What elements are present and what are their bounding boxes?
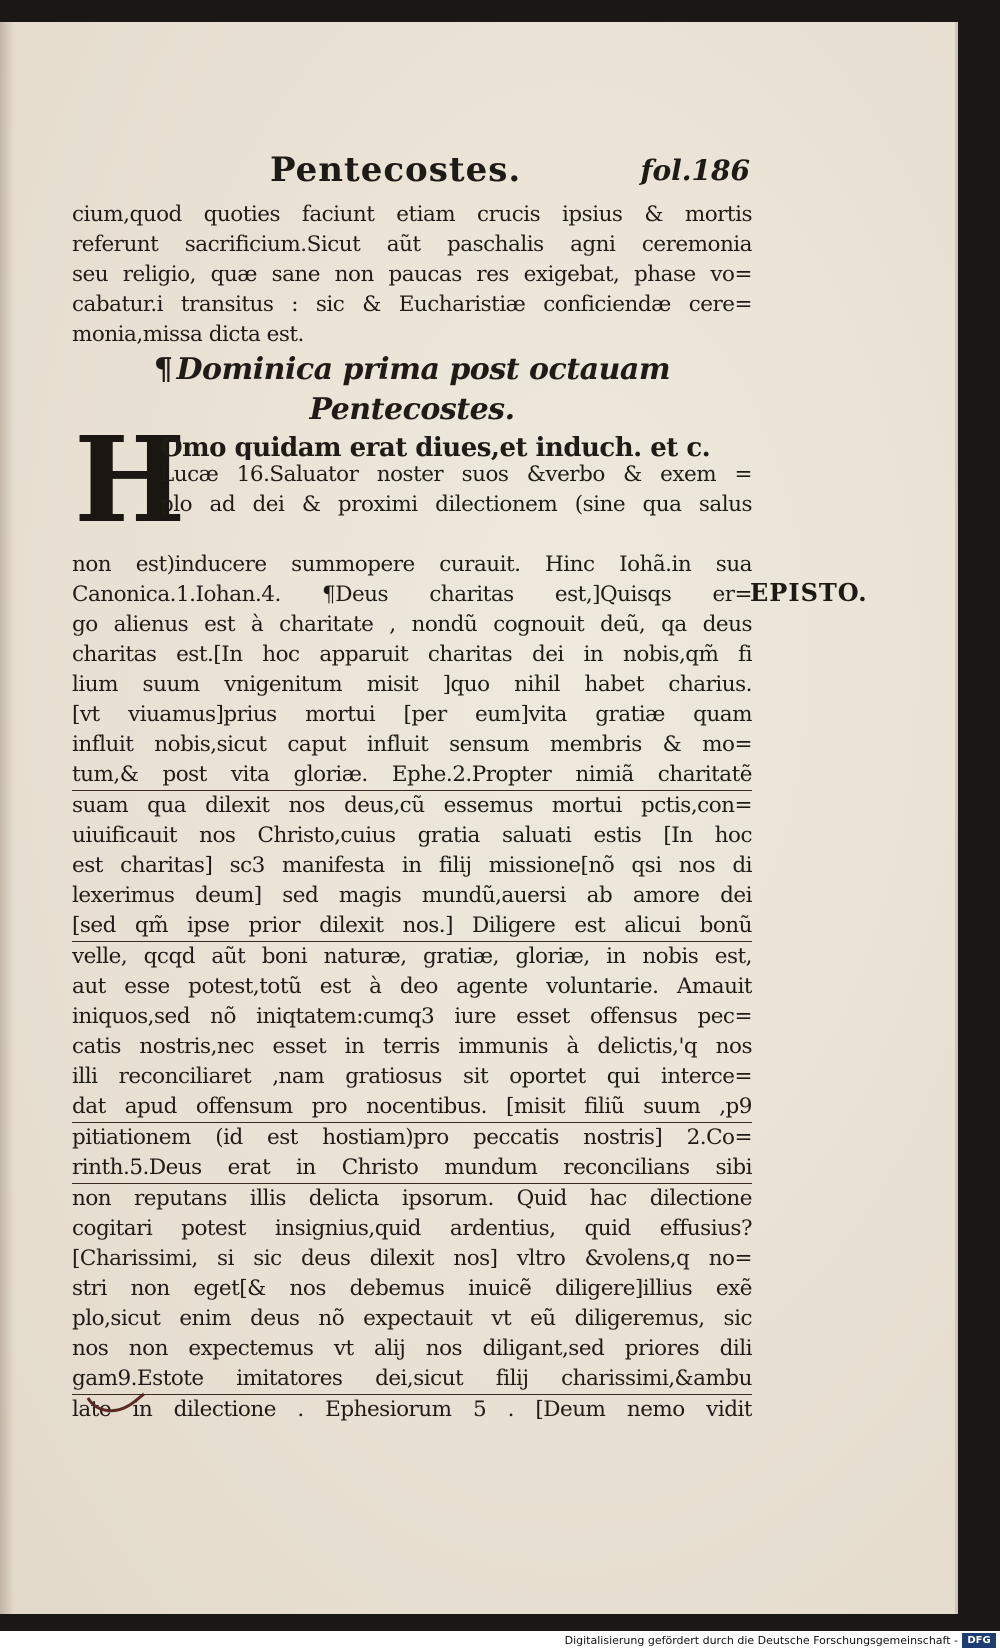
text-line: illi reconciliaret ,nam gratiosus sit oportet qui interce=	[72, 1064, 752, 1089]
text-line: seu religio, quæ sane non paucas res exigebat, phase vo=	[72, 262, 752, 287]
running-head	[270, 150, 750, 190]
text-line: non est)inducere summopere curauit. Hinc Iohã.in sua	[72, 552, 752, 577]
text-line: velle, qcqd aũt boni naturæ, gratiæ, gloriæ, in nobis est,	[72, 944, 752, 969]
running-head-title: Pentecostes.	[270, 150, 522, 190]
section-heading-line1	[72, 350, 752, 390]
text-line: nos non expectemus vt alij nos diligant,sed priores dili	[72, 1336, 752, 1361]
underlined-line: gam9.Estote imitatores dei,sicut filij charissimi,&ambu	[72, 1364, 752, 1395]
footer-credit-bar	[0, 1631, 1000, 1651]
dfg-logo: DFG	[962, 1633, 996, 1648]
spine-shadow	[0, 22, 14, 1614]
margin-note-episto: EPISTO.	[750, 578, 868, 607]
text-line: non reputans illis delicta ipsorum. Quid hac dilectione	[72, 1186, 752, 1211]
text-line: lium suum vnigenitum misit ]quo nihil habet charius.	[72, 672, 752, 697]
top-paragraph	[72, 200, 752, 350]
text-line: lexerimus deum] sed magis mundũ,auersi ab amore dei	[72, 883, 752, 908]
text-line: cium,quod quoties faciunt etiam crucis ipsius & mortis	[72, 202, 752, 227]
folio-number: fol.186	[640, 154, 750, 187]
text-line: iniquos,sed nõ iniqtatem:cumq3 iure esset offensus pec=	[72, 1004, 752, 1029]
text-line: cabatur.i transitus : sic & Eucharistiæ conficiendæ cere=	[72, 292, 752, 317]
ink-flourish-mark	[86, 1390, 146, 1416]
text-line: charitas est.[In hoc apparuit charitas dei in nobis,qm̃ fi	[72, 642, 752, 667]
text-line: go alienus est à charitate , nondũ cognouit deũ, qa deus	[72, 612, 752, 637]
dropcap-letter: H	[74, 410, 185, 549]
text-line: pitiationem (id est hostiam)pro peccatis nostris] 2.Co=	[72, 1125, 752, 1150]
text-line: influit nobis,sicut caput influit sensum membris & mo=	[72, 732, 752, 757]
text-line: late in dilectione . Ephesiorum 5 . [Deum nemo vidit	[72, 1397, 752, 1422]
pilcrow-icon: ¶	[153, 352, 173, 387]
text-line: est charitas] sc3 manifesta in filij missione[nõ qsi nos di	[72, 853, 752, 878]
book-page	[0, 22, 958, 1614]
incipit-line: Omo quidam erat diues,et induch. et c.	[160, 433, 711, 460]
text-line: [Charissimi, si sic deus dilexit nos] vltro &volens,q no=	[72, 1246, 752, 1271]
dropcap-lines	[160, 430, 752, 520]
section-heading-line2: Pentecostes.	[309, 392, 515, 427]
text-line: cogitari potest insignius,quid ardentius, quid effusius?	[72, 1216, 752, 1241]
text-line: monia,missa dicta est.	[72, 322, 304, 347]
text-line: uiuificauit nos Christo,cuius gratia saluati estis [In hoc	[72, 823, 752, 848]
underlined-line: tum,& post vita gloriæ. Ephe.2.Propter nimiã charitatẽ	[72, 760, 752, 791]
text-line: suam qua dilexit nos deus,cũ essemus mortui pctis,con=	[72, 793, 752, 818]
underlined-line: dat apud offensum pro nocentibus. [misit filiũ suum ,p9	[72, 1092, 752, 1123]
text-line: plo ad dei & proximi dilectionem (sine qua salus	[160, 492, 752, 517]
body-paragraph	[72, 550, 752, 1425]
text-line: stri non eget[& nos debemus inuicẽ diligere]illius exẽ	[72, 1276, 752, 1301]
footer-credit-text: Digitalisierung gefördert durch die Deutsche Forschungsgemeinschaft -	[564, 1634, 958, 1647]
text-line: Canonica.1.Iohan.4. ¶Deus charitas est,]Quisqs er=	[72, 582, 752, 607]
heading-text: Dominica prima post octauam	[176, 352, 671, 387]
text-line: aut esse potest,totũ est à deo agente voluntarie. Amauit	[72, 974, 752, 999]
dropcap-paragraph	[72, 410, 752, 550]
text-line: Lucæ 16.Saluator noster suos &verbo & exem =	[160, 462, 752, 487]
main-text-block	[72, 200, 752, 1425]
underlined-line: [sed qm̃ ipse prior dilexit nos.] Diligere est alicui bonũ	[72, 911, 752, 942]
text-line: catis nostris,nec esset in terris immunis à delictis,'q nos	[72, 1034, 752, 1059]
text-line: plo,sicut enim deus nõ expectauit vt eũ diligeremus, sic	[72, 1306, 752, 1331]
text-line: referunt sacrificium.Sicut aũt paschalis agni ceremonia	[72, 232, 752, 257]
underlined-line: rinth.5.Deus erat in Christo mundum reconcilians sibi	[72, 1153, 752, 1184]
text-line: [vt viuamus]prius mortui [per eum]vita gratiæ quam	[72, 702, 752, 727]
